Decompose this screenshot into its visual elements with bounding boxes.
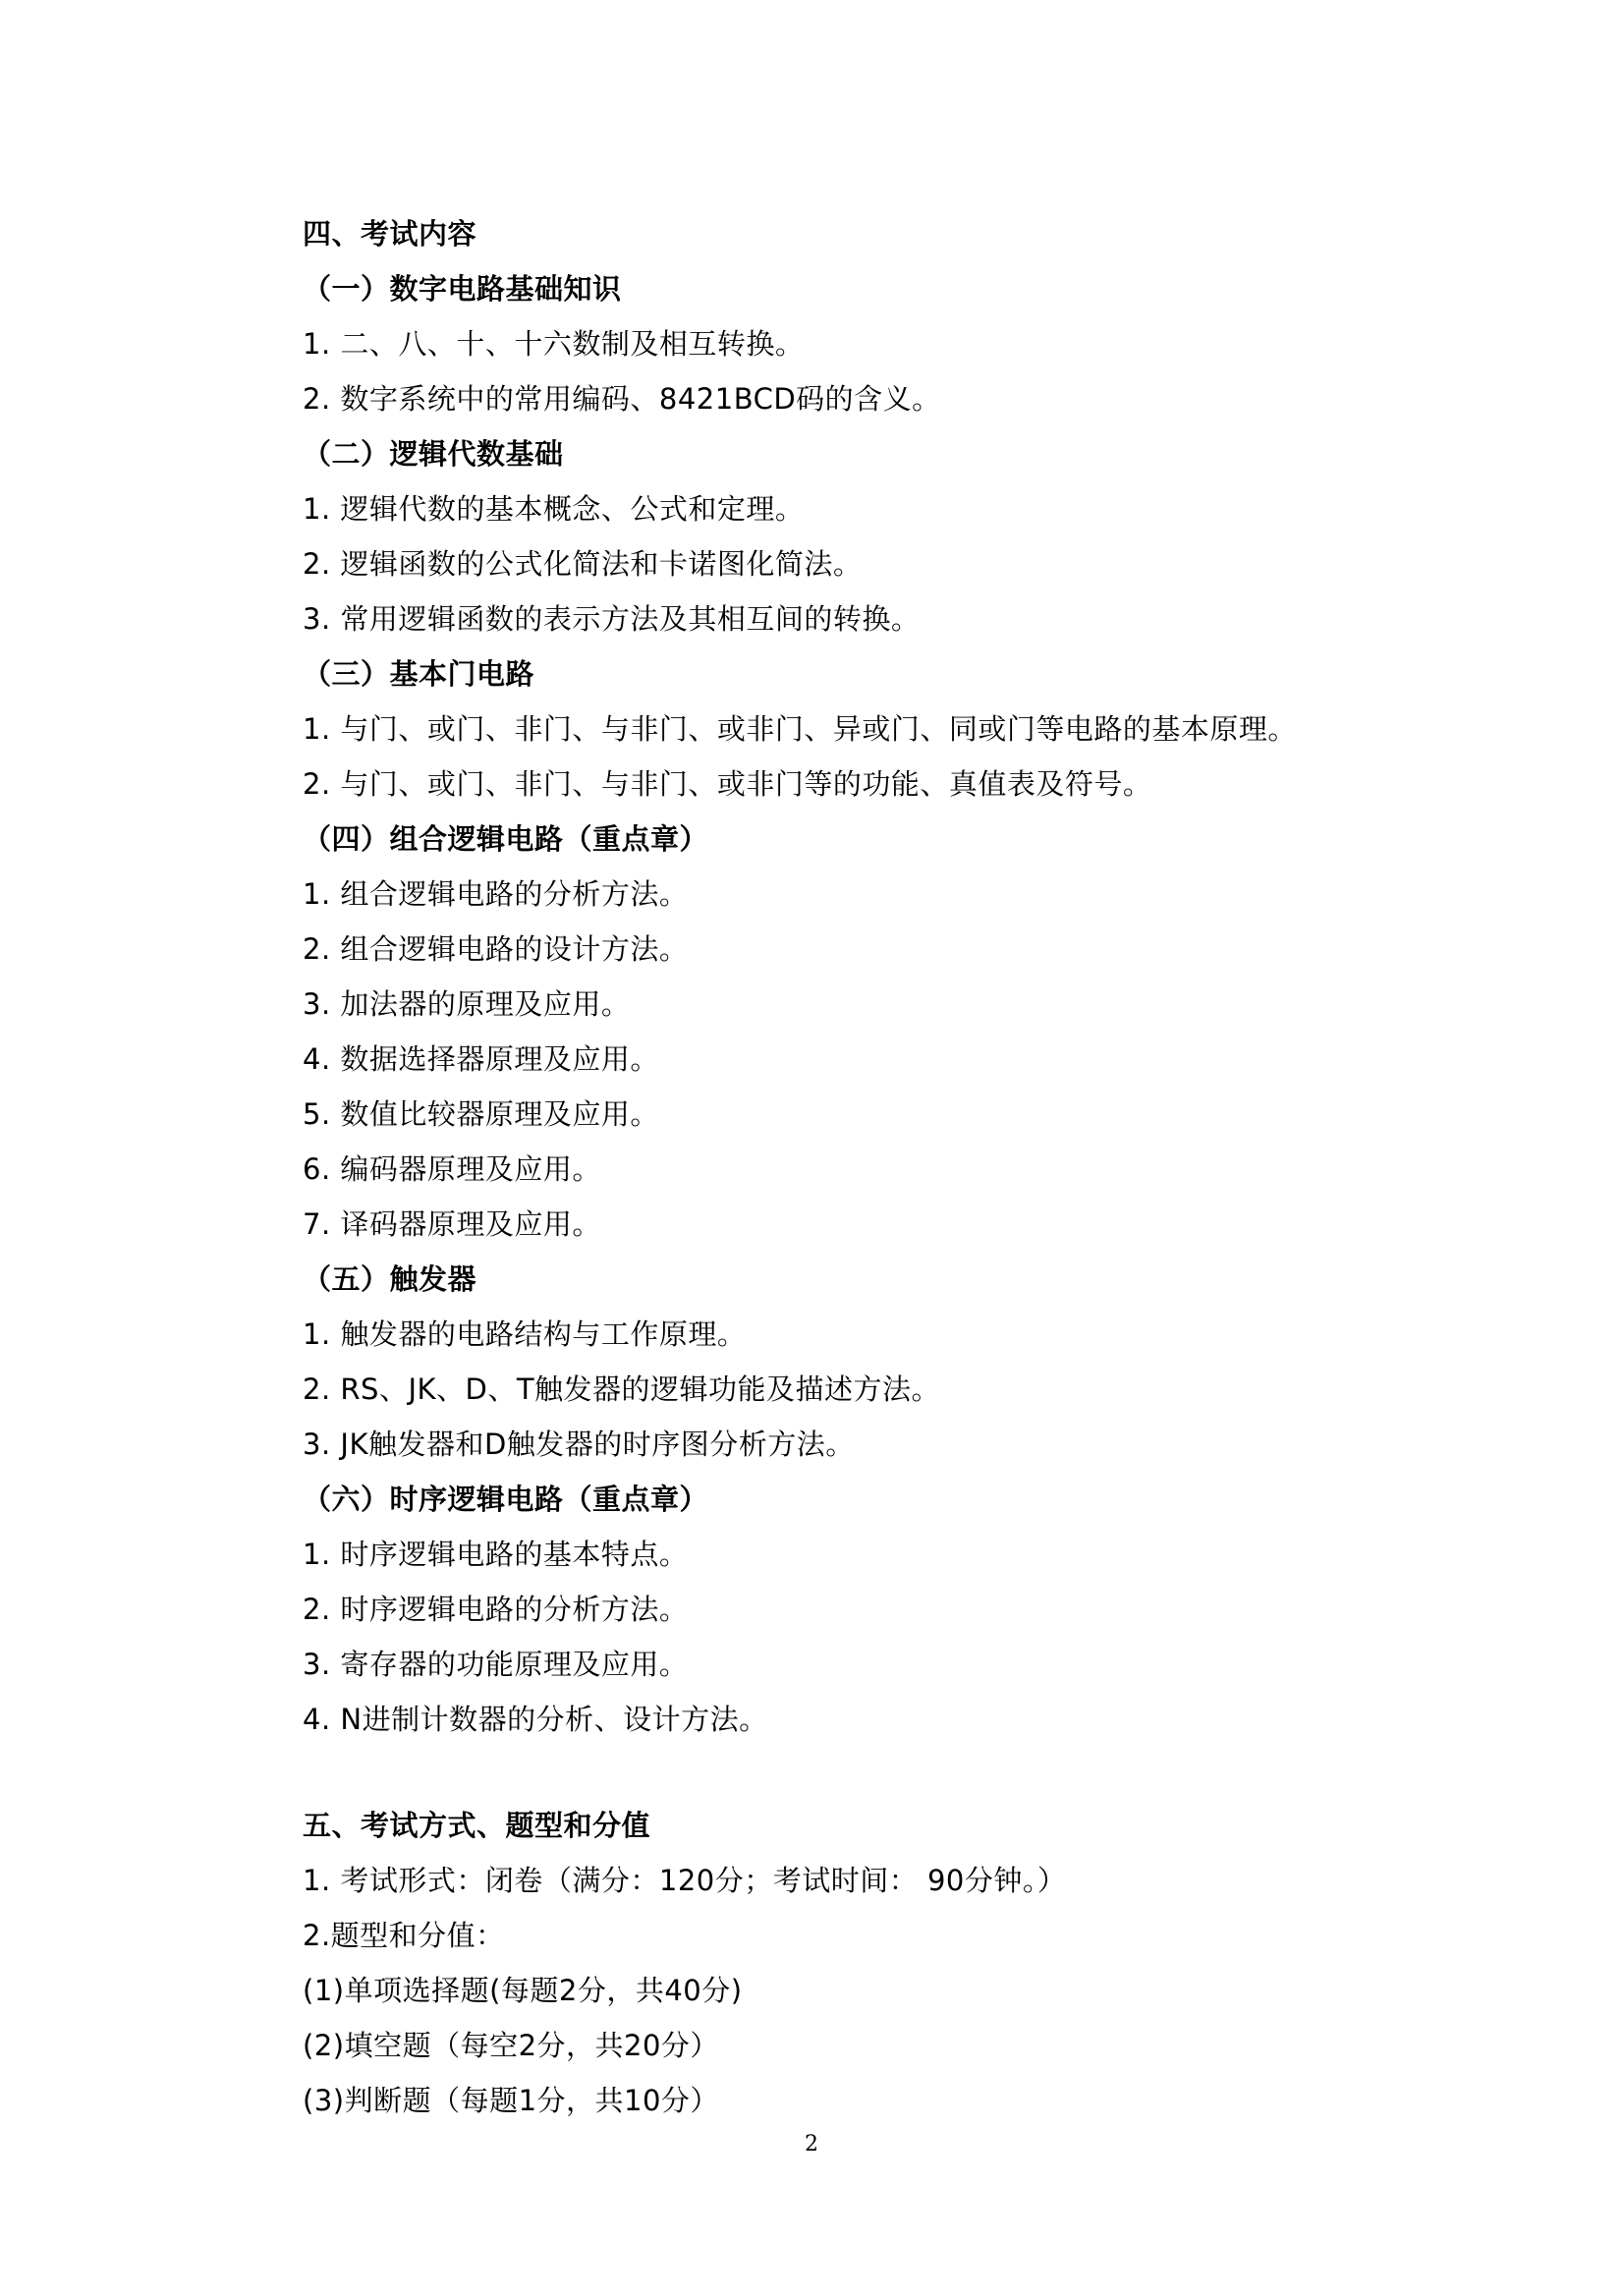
group-4-item: 6. 编码器原理及应用。 [303, 1152, 601, 1186]
group-4-item: 3. 加法器的原理及应用。 [303, 987, 631, 1021]
page-number: 2 [805, 2132, 818, 2156]
group-5-heading: （五）触发器 [303, 1262, 477, 1296]
group-4-item: 5. 数值比较器原理及应用。 [303, 1097, 659, 1131]
section-5-line: 1. 考试形式：闭卷（满分：120分；考试时间： 90分钟。） [303, 1864, 1067, 1897]
group-2-heading: （二）逻辑代数基础 [303, 437, 564, 471]
section-5-line: (1)单项选择题(每题2分，共40分) [303, 1974, 743, 2007]
section-spacer [303, 1747, 1383, 1798]
group-2-item: 1. 逻辑代数的基本概念、公式和定理。 [303, 492, 805, 526]
group-4-item: 7. 译码器原理及应用。 [303, 1207, 601, 1241]
group-1-heading: （一）数字电路基础知识 [303, 272, 622, 306]
group-3-item: 2. 与门、或门、非门、与非门、或非门等的功能、真值表及符号。 [303, 767, 1152, 801]
group-4-item: 4. 数据选择器原理及应用。 [303, 1042, 659, 1076]
group-6-heading: （六）时序逻辑电路（重点章） [303, 1483, 709, 1516]
group-4-item: 1. 组合逻辑电路的分析方法。 [303, 877, 689, 911]
group-6-item: 1. 时序逻辑电路的基本特点。 [303, 1538, 689, 1571]
section-5-line: 2.题型和分值： [303, 1919, 505, 1952]
group-6-item: 3. 寄存器的功能原理及应用。 [303, 1648, 689, 1681]
section-5-line: (3)判断题（每题1分，共10分） [303, 2084, 719, 2117]
section-5-title: 五、考试方式、题型和分值 [303, 1809, 651, 1842]
group-2-item: 3. 常用逻辑函数的表示方法及其相互间的转换。 [303, 602, 921, 636]
section-4-title: 四、考试内容 [303, 217, 477, 251]
group-6-item: 2. 时序逻辑电路的分析方法。 [303, 1593, 689, 1626]
group-2-item: 2. 逻辑函数的公式化简法和卡诺图化简法。 [303, 547, 863, 581]
group-6-item: 4. N进制计数器的分析、设计方法。 [303, 1703, 768, 1736]
group-4-item: 2. 组合逻辑电路的设计方法。 [303, 932, 689, 966]
group-1-item: 1. 二、八、十、十六数制及相互转换。 [303, 327, 805, 361]
page-content [303, 206, 1383, 2128]
group-3-item: 1. 与门、或门、非门、与非门、或非门、异或门、同或门等电路的基本原理。 [303, 712, 1297, 746]
group-1-item: 2. 数字系统中的常用编码、8421BCD码的含义。 [303, 382, 941, 416]
group-5-item: 3. JK触发器和D触发器的时序图分析方法。 [303, 1428, 855, 1461]
group-4-heading: （四）组合逻辑电路（重点章） [303, 822, 709, 856]
section-5-line: (2)填空题（每空2分，共20分） [303, 2029, 719, 2062]
group-5-item: 1. 触发器的电路结构与工作原理。 [303, 1317, 747, 1351]
group-3-heading: （三）基本门电路 [303, 657, 535, 691]
group-5-item: 2. RS、JK、D、T触发器的逻辑功能及描述方法。 [303, 1372, 941, 1406]
